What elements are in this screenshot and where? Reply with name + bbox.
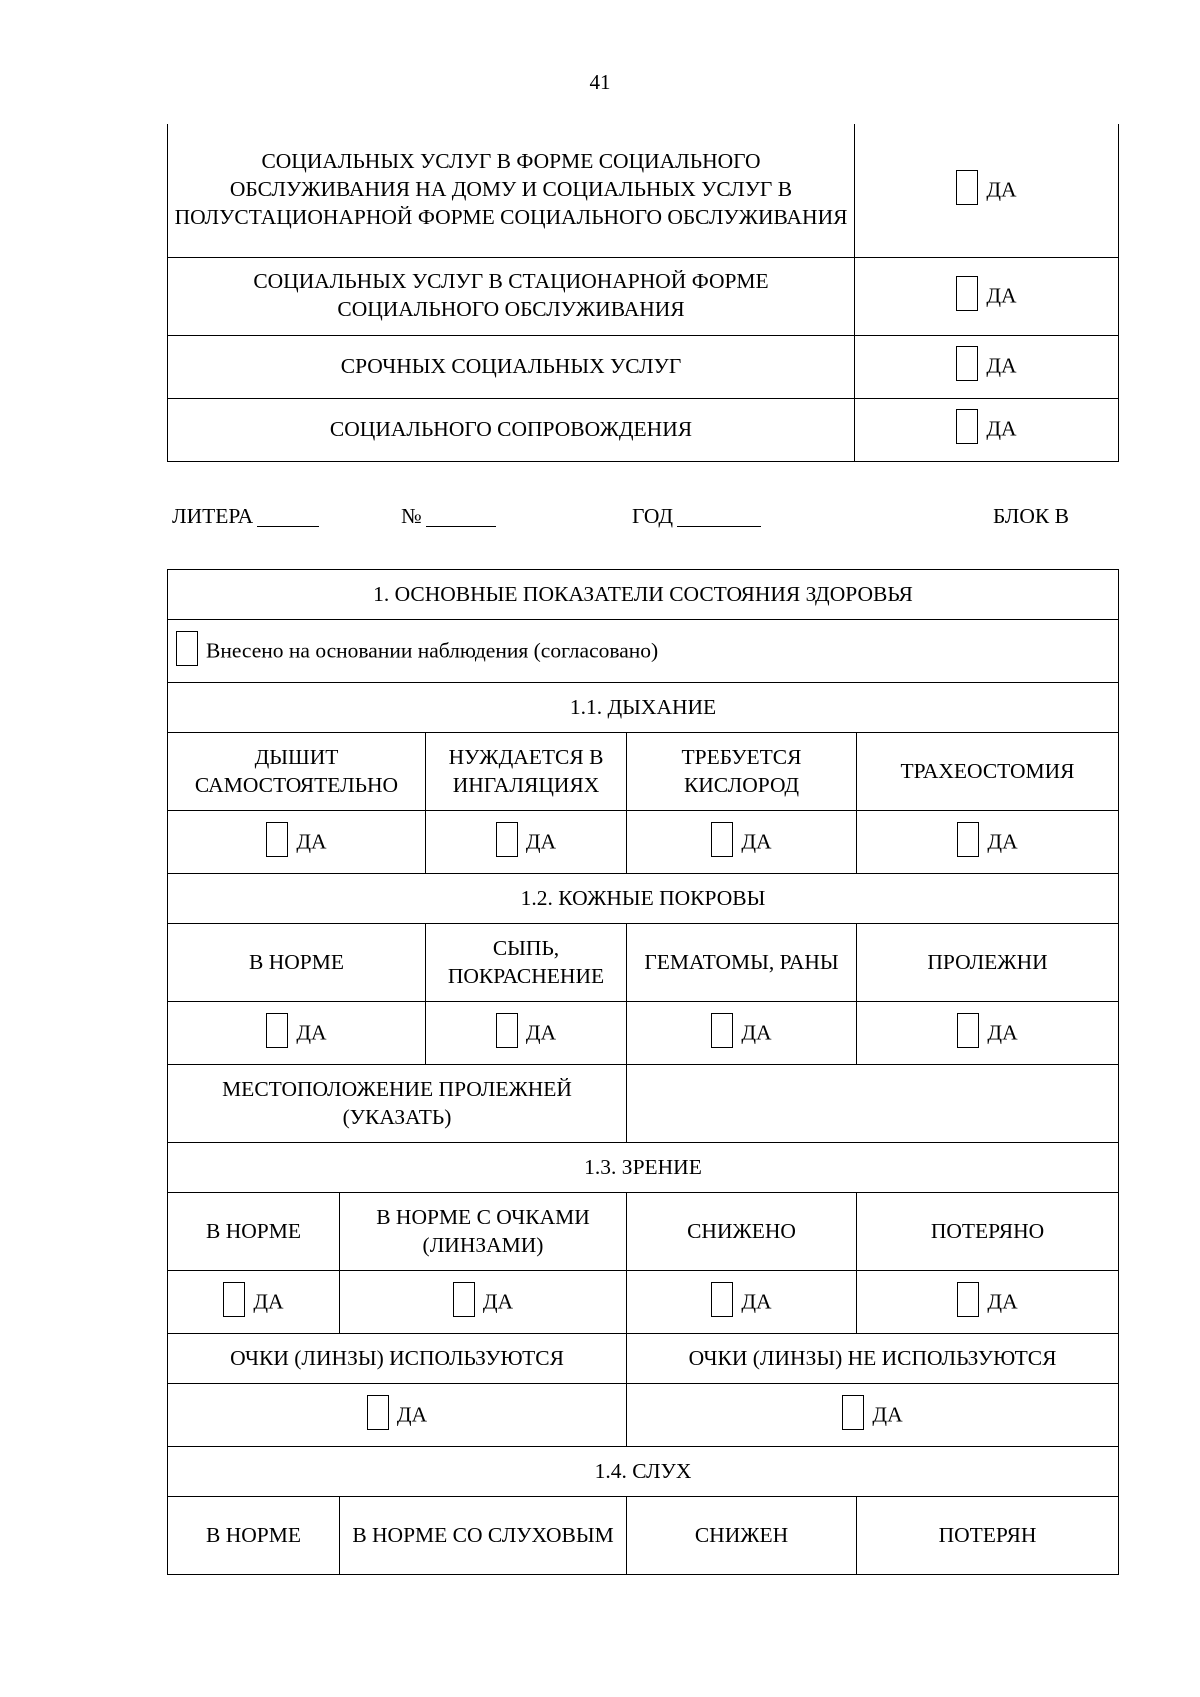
yes-label: ДА	[986, 177, 1017, 202]
yes-checkbox-cell[interactable]	[168, 1002, 426, 1065]
yes-checkbox-cell[interactable]	[627, 1002, 857, 1065]
litera-field	[172, 504, 319, 529]
year-label: ГОД	[632, 504, 674, 528]
yes-checkbox-cell[interactable]	[426, 1002, 627, 1065]
hearing-col: В НОРМЕ	[168, 1497, 340, 1575]
breathing-col: ДЫШИТ САМОСТОЯТЕЛЬНО	[168, 733, 426, 811]
checkbox[interactable]	[956, 276, 978, 311]
service-form-label: СОЦИАЛЬНЫХ УСЛУГ В ФОРМЕ СОЦИАЛЬНОГО ОБСЛУЖИВАНИЯ НА ДОМУ И СОЦИАЛЬНЫХ УСЛУГ В ПОЛУСТАЦИОНАРНОЙ ФОРМЕ СОЦИАЛЬНОГО ОБСЛУЖИВАНИЯ	[168, 124, 855, 257]
skin-title: 1.2. КОЖНЫЕ ПОКРОВЫ	[168, 874, 1119, 924]
yes-checkbox-cell[interactable]	[168, 1271, 340, 1334]
yes-label: ДА	[741, 1020, 772, 1045]
yes-checkbox-cell[interactable]	[857, 1271, 1119, 1334]
yes-checkbox-cell[interactable]	[857, 811, 1119, 874]
yes-checkbox-cell[interactable]	[627, 811, 857, 874]
yes-checkbox-cell[interactable]	[168, 811, 426, 874]
service-form-label: СРОЧНЫХ СОЦИАЛЬНЫХ УСЛУГ	[168, 335, 855, 398]
yes-checkbox-cell[interactable]	[627, 1384, 1119, 1447]
yes-checkbox-cell[interactable]	[855, 335, 1119, 398]
checkbox[interactable]	[176, 631, 198, 666]
yes-label: ДА	[482, 1289, 514, 1314]
yes-label: ДА	[986, 353, 1017, 378]
yes-label: ДА	[872, 1402, 903, 1427]
vision-col: В НОРМЕ С ОЧКАМИ (ЛИНЗАМИ)	[340, 1193, 627, 1271]
checkbox[interactable]	[956, 409, 978, 444]
yes-label: ДА	[741, 1289, 772, 1314]
litera-label: ЛИТЕРА	[172, 504, 254, 528]
glasses-used-label: ОЧКИ (ЛИНЗЫ) ИСПОЛЬЗУЮТСЯ	[168, 1334, 627, 1384]
service-form-label: СОЦИАЛЬНЫХ УСЛУГ В СТАЦИОНАРНОЙ ФОРМЕ СОЦИАЛЬНОГО ОБСЛУЖИВАНИЯ	[168, 257, 855, 335]
vision-col: СНИЖЕНО	[627, 1193, 857, 1271]
skin-col: ГЕМАТОМЫ, РАНЫ	[627, 924, 857, 1002]
number-field	[401, 504, 496, 529]
yes-label: ДА	[986, 416, 1017, 441]
checkbox[interactable]	[453, 1282, 475, 1317]
hearing-col: В НОРМЕ СО СЛУХОВЫМ	[340, 1497, 627, 1575]
checkbox[interactable]	[711, 1013, 733, 1048]
observation-row[interactable]	[168, 620, 1119, 683]
checkbox[interactable]	[956, 346, 978, 381]
checkbox[interactable]	[496, 1013, 518, 1048]
bedsore-location-label: МЕСТОПОЛОЖЕНИЕ ПРОЛЕЖНЕЙ (УКАЗАТЬ)	[168, 1065, 627, 1143]
vision-col: ПОТЕРЯНО	[857, 1193, 1119, 1271]
breathing-col: ТРАХЕОСТОМИЯ	[857, 733, 1119, 811]
breathing-col: ТРЕБУЕТСЯ КИСЛОРОД	[627, 733, 857, 811]
yes-label: ДА	[396, 1402, 428, 1427]
checkbox[interactable]	[367, 1395, 389, 1430]
checkbox[interactable]	[223, 1282, 245, 1317]
yes-label: ДА	[525, 1020, 557, 1045]
yes-checkbox-cell[interactable]	[627, 1271, 857, 1334]
yes-label: ДА	[253, 1289, 284, 1314]
number-label: №	[401, 504, 422, 528]
bedsore-location-field[interactable]	[627, 1065, 1119, 1143]
page-number: 41	[589, 70, 611, 94]
year-field	[632, 504, 761, 529]
yes-checkbox-cell[interactable]	[855, 398, 1119, 461]
hearing-col: ПОТЕРЯН	[857, 1497, 1119, 1575]
yes-checkbox-cell[interactable]	[855, 124, 1119, 257]
yes-checkbox-cell[interactable]	[855, 257, 1119, 335]
yes-checkbox-cell[interactable]	[168, 1384, 627, 1447]
yes-label: ДА	[987, 1289, 1018, 1314]
health-indicators-table	[167, 569, 1119, 1575]
yes-label: ДА	[525, 829, 557, 854]
glasses-not-used-label: ОЧКИ (ЛИНЗЫ) НЕ ИСПОЛЬЗУЮТСЯ	[627, 1334, 1119, 1384]
skin-col: В НОРМЕ	[168, 924, 426, 1002]
hearing-title: 1.4. СЛУХ	[168, 1447, 1119, 1497]
service-forms-table	[167, 124, 1119, 462]
checkbox[interactable]	[266, 1013, 288, 1048]
checkbox[interactable]	[711, 822, 733, 857]
vision-col: В НОРМЕ	[168, 1193, 340, 1271]
yes-label: ДА	[296, 1020, 327, 1045]
service-form-label: СОЦИАЛЬНОГО СОПРОВОЖДЕНИЯ	[168, 398, 855, 461]
vision-title: 1.3. ЗРЕНИЕ	[168, 1143, 1119, 1193]
skin-col: СЫПЬ, ПОКРАСНЕНИЕ	[426, 924, 627, 1002]
skin-col: ПРОЛЕЖНИ	[857, 924, 1119, 1002]
section-title: 1. ОСНОВНЫЕ ПОКАЗАТЕЛИ СОСТОЯНИЯ ЗДОРОВЬЯ	[168, 570, 1119, 620]
year-blank[interactable]	[677, 526, 761, 527]
yes-label: ДА	[986, 283, 1017, 308]
checkbox[interactable]	[957, 822, 979, 857]
yes-label: ДА	[987, 829, 1018, 854]
yes-label: ДА	[741, 829, 772, 854]
checkbox[interactable]	[957, 1013, 979, 1048]
yes-checkbox-cell[interactable]	[857, 1002, 1119, 1065]
yes-checkbox-cell[interactable]	[426, 811, 627, 874]
checkbox[interactable]	[711, 1282, 733, 1317]
litera-blank[interactable]	[257, 526, 319, 527]
observation-label: Внесено на основании наблюдения (согласовано)	[206, 638, 659, 663]
number-blank[interactable]	[426, 526, 496, 527]
breathing-col: НУЖДАЕТСЯ В ИНГАЛЯЦИЯХ	[426, 733, 627, 811]
checkbox[interactable]	[957, 1282, 979, 1317]
breathing-title: 1.1. ДЫХАНИЕ	[168, 683, 1119, 733]
yes-label: ДА	[296, 829, 327, 854]
checkbox[interactable]	[496, 822, 518, 857]
checkbox[interactable]	[266, 822, 288, 857]
checkbox[interactable]	[842, 1395, 864, 1430]
yes-checkbox-cell[interactable]	[340, 1271, 627, 1334]
yes-label: ДА	[987, 1020, 1018, 1045]
checkbox[interactable]	[956, 170, 978, 205]
hearing-col: СНИЖЕН	[627, 1497, 857, 1575]
block-label: БЛОК В	[993, 504, 1069, 528]
